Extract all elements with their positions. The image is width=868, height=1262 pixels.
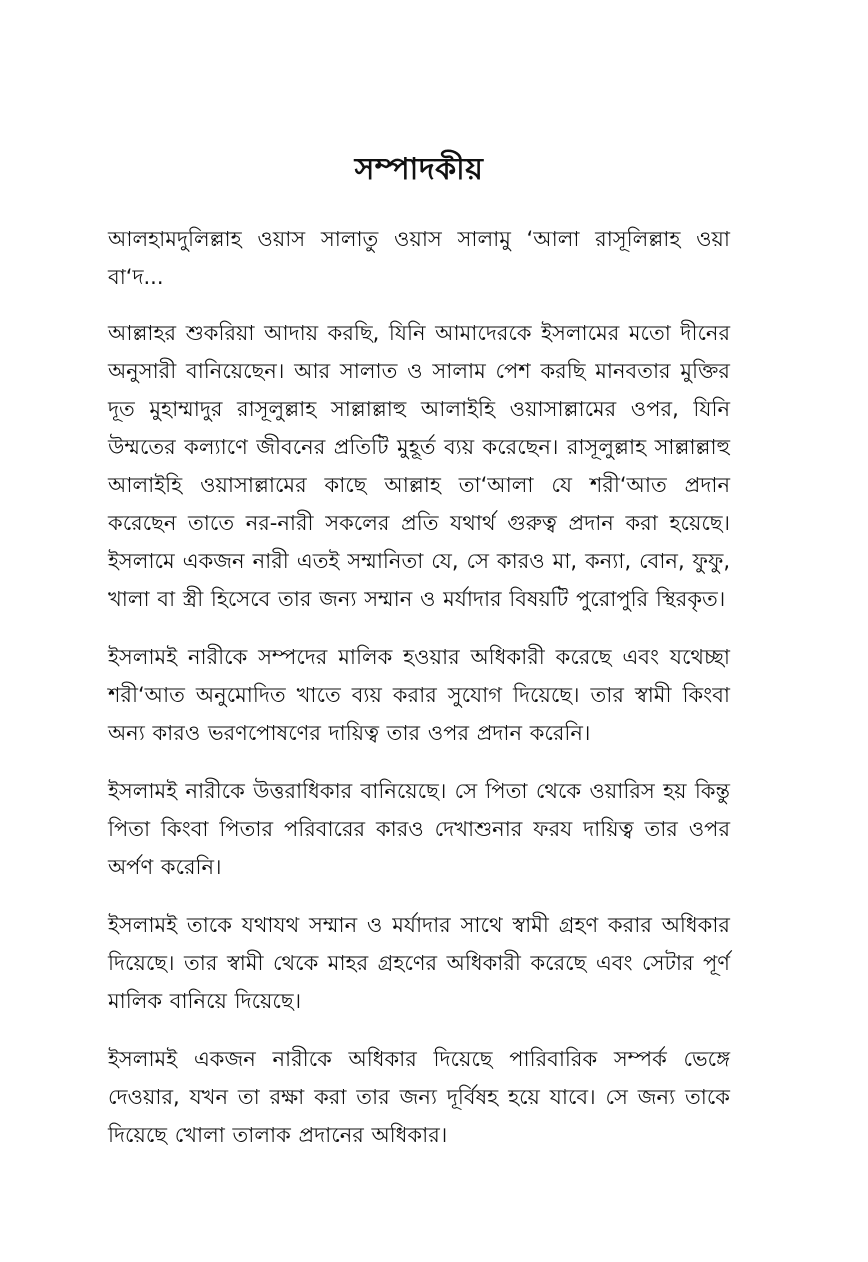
paragraph-gratitude: আল্লাহর শুকরিয়া আদায় করছি, যিনি আমাদেরকে ইসলামের মতো দীনের অনুসারী বানিয়েছেন। আর সালাত ও সালাম পেশ করছি মানবতার মুক্তির দূত মুহাম্মাদুর রাসূলুল্লাহ সাল্লাল্লাহু আলাইহি ওয়াসাল্লামের ওপর, যিনি উম্মতের কল্যাণে জীবনের প্রতিটি মুহূর্ত ব্যয় করেছেন। রাসূলুল্লাহ সাল্লাল্লাহু আলাইহি ওয়াসাল্লামের কাছে আল্লাহ তা‘আলা যে শরী‘আত প্রদান করেছেন তাতে নর-নারী সকলের প্রতি যথার্থ গুরুত্ব প্রদান করা হয়েছে। ইসলামে একজন নারী এতই সম্মানিতা যে, সে কারও মা, কন্যা, বোন, ফুফু, খালা বা স্ত্রী হিসেবে তার জন্য সম্মান ও মর্যাদার বিষয়টি পুরোপুরি স্থিরকৃত। bbox=[108, 321, 730, 611]
paragraph-khula-rights: ইসলামই একজন নারীকে অধিকার দিয়েছে পারিবারিক সম্পর্ক ভেঙ্গে দেওয়ার, যখন তা রক্ষা করা তার জন্য দূর্বিষহ হয়ে যাবে। সে জন্য তাকে দিয়েছে খোলা তালাক প্রদানের অধিকার। bbox=[108, 1047, 730, 1147]
paragraph-inheritance: ইসলামই নারীকে উত্তরাধিকার বানিয়েছে। সে পিতা থেকে ওয়ারিস হয় কিন্তু পিতা কিংবা পিতার পরিবারের কারও দেখাশুনার ফরয দায়িত্ব তার ওপর অর্পণ করেনি। bbox=[108, 779, 730, 879]
paragraph-opening: আলহামদুলিল্লাহ ওয়াস সালাতু ওয়াস সালামু ‘আলা রাসূলিল্লাহ ওয়া বা‘দ... bbox=[108, 227, 730, 289]
paragraph-property-rights: ইসলামই নারীকে সম্পদের মালিক হওয়ার অধিকারী করেছে এবং যথেচ্ছা শরী‘আত অনুমোদিত খাতে ব্যয় করার সুযোগ দিয়েছে। তার স্বামী কিংবা অন্য কারও ভরণপোষণের দায়িত্ব তার ওপর প্রদান করেনি। bbox=[108, 645, 730, 745]
paragraph-marriage-rights: ইসলামই তাকে যথাযথ সম্মান ও মর্যাদার সাথে স্বামী গ্রহণ করার অধিকার দিয়েছে। তার স্বামী থেকে মাহর গ্রহণের অধিকারী করেছে এবং সেটার পূর্ণ মালিক বানিয়ে দিয়েছে। bbox=[108, 913, 730, 1013]
page-title: সম্পাদকীয় bbox=[354, 152, 484, 187]
document-page bbox=[108, 150, 730, 1174]
